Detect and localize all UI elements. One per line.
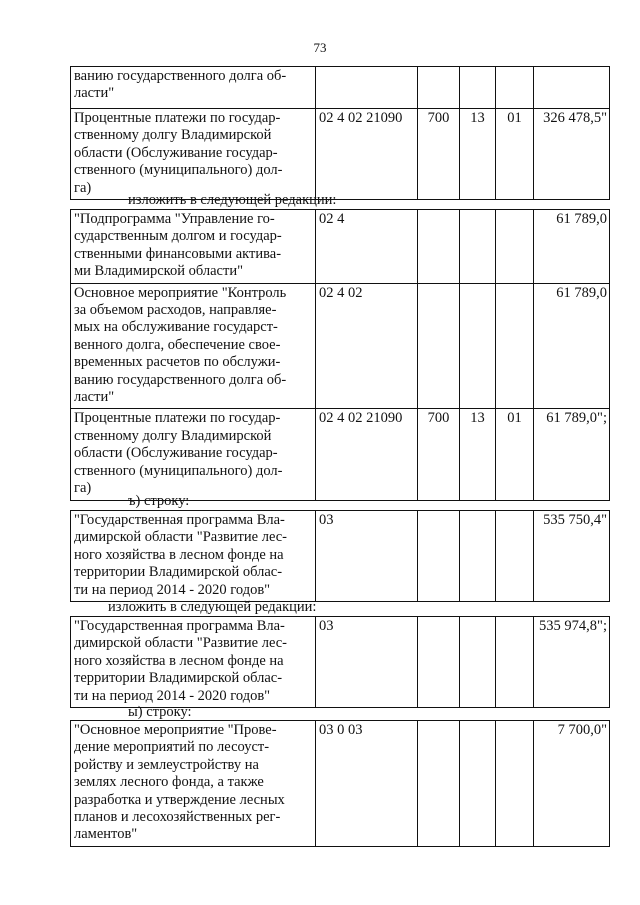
sum-cell: 535 974,8"; [534, 617, 610, 708]
pr-cell [496, 283, 534, 409]
table-block-3 [70, 510, 610, 602]
pr-cell [496, 721, 534, 847]
code-cell: 03 [316, 511, 418, 602]
table-row [71, 283, 610, 409]
name-cell: Основное мероприятие "Контроль за объемом расходов, направляе- мых на обслуживание государст- венного долга, обеспечение свое- временных расчетов по обслужи- ванию государственного долга об- ласти" [71, 283, 316, 409]
rz-cell [460, 283, 496, 409]
code-cell [316, 67, 418, 109]
table-row [71, 210, 610, 284]
code-cell: 02 4 02 [316, 283, 418, 409]
note-text: изложить в следующей редакции: [108, 599, 317, 615]
rz-cell [460, 210, 496, 284]
rz-cell [460, 511, 496, 602]
table-block-1 [70, 66, 610, 200]
name-cell: "Государственная программа Вла- димирской области "Развитие лес- ного хозяйства в лесном фонде на территории Владимирской облас- ти на период 2014 - 2020 годов" [71, 511, 316, 602]
note-text: изложить в следующей редакции: [128, 192, 337, 208]
vr-cell [418, 210, 460, 284]
code-cell: 03 [316, 617, 418, 708]
sum-cell: 61 789,0 [534, 283, 610, 409]
code-cell: 03 0 03 [316, 721, 418, 847]
sum-cell: 535 750,4" [534, 511, 610, 602]
rz-cell [460, 721, 496, 847]
pr-cell [496, 210, 534, 284]
vr-cell [418, 67, 460, 109]
table-row [71, 617, 610, 708]
sum-cell: 61 789,0 [534, 210, 610, 284]
note-text: ъ) строку: [128, 493, 190, 509]
rz-cell: 13 [460, 109, 496, 200]
sum-cell: 7 700,0" [534, 721, 610, 847]
rz-cell [460, 617, 496, 708]
table-row [71, 67, 610, 109]
name-cell: Процентные платежи по государ- ственному долгу Владимирской области (Обслуживание государ- ственного (муниципального) дол- га) [71, 109, 316, 200]
vr-cell: 700 [418, 409, 460, 500]
name-cell: "Государственная программа Вла- димирской области "Развитие лес- ного хозяйства в лесном фонде на территории Владимирской облас- ти на период 2014 - 2020 годов" [71, 617, 316, 708]
sum-cell: 61 789,0"; [534, 409, 610, 500]
pr-cell [496, 511, 534, 602]
note-text: ы) строку: [128, 704, 192, 720]
vr-cell [418, 721, 460, 847]
page-number: 73 [313, 40, 327, 55]
name-cell: "Подпрограмма "Управление го- сударственным долгом и государ- ственными финансовыми актива- ми Владимирской области" [71, 210, 316, 284]
pr-cell [496, 67, 534, 109]
name-cell: Процентные платежи по государ- ственному долгу Владимирской области (Обслуживание государ- ственного (муниципального) дол- га) [71, 409, 316, 500]
table-block-2 [70, 209, 610, 501]
table-row [71, 409, 610, 500]
pr-cell [496, 617, 534, 708]
code-cell: 02 4 02 21090 [316, 409, 418, 500]
sum-cell [534, 67, 610, 109]
vr-cell [418, 511, 460, 602]
vr-cell [418, 283, 460, 409]
vr-cell: 700 [418, 109, 460, 200]
name-cell: "Основное мероприятие "Прове- дение мероприятий по лесоуст- ройству и землеустройству на землях лесного фонда, а также разработка и утверждение лесных планов и лесохозяйственных рег- ламентов" [71, 721, 316, 847]
table-block-5 [70, 720, 610, 847]
pr-cell: 01 [496, 109, 534, 200]
name-cell: ванию государственного долга об- ласти" [71, 67, 316, 109]
table-row [71, 721, 610, 847]
table-row [71, 511, 610, 602]
code-cell: 02 4 [316, 210, 418, 284]
sum-cell: 326 478,5" [534, 109, 610, 200]
vr-cell [418, 617, 460, 708]
rz-cell: 13 [460, 409, 496, 500]
rz-cell [460, 67, 496, 109]
code-cell: 02 4 02 21090 [316, 109, 418, 200]
pr-cell: 01 [496, 409, 534, 500]
table-row [71, 109, 610, 200]
table-block-4 [70, 616, 610, 708]
